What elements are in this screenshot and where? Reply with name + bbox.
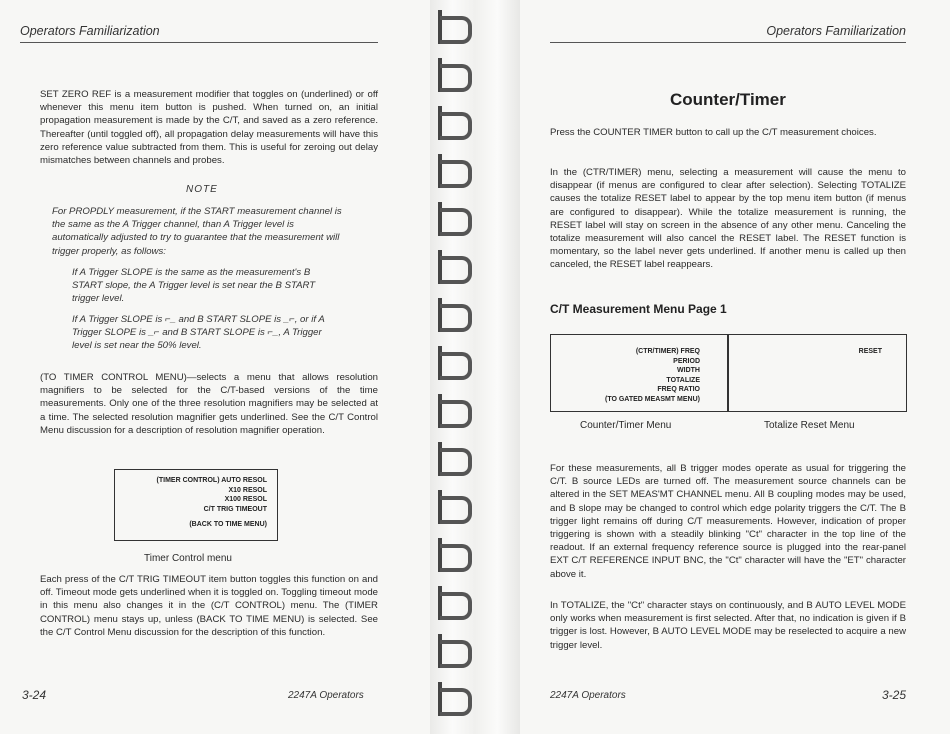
- set-zero-ref-paragraph: SET ZERO REF is a measurement modifier that toggles on (underlined) or off whenever this menu item button is pushed. When turned on, an initial propagation measurement is made by the C/T, and saved as a zero reference. Thereafter (until toggled off), all propagation delay measurements will have this zero reference value subtracted from them. This is useful for zeroing out delay mismatches between channels and probes.: [40, 89, 378, 167]
- binding-ring: [440, 544, 472, 572]
- binding-ring: [440, 448, 472, 476]
- right-page-number: 3-25: [882, 688, 907, 702]
- binding-ring: [440, 352, 472, 380]
- binding-ring: [440, 160, 472, 188]
- timer-control-menu-box: [114, 469, 278, 541]
- note-paragraph: For PROPDLY measurement, if the START measurement channel is the same as the A Trigger channel, than A Trigger level is automatically adjusted to try to guarantee that the measurement will trigger properly, as follows:: [52, 206, 342, 257]
- menu-item-freq-ratio: FREQ RATIO: [657, 386, 700, 393]
- timer-control-paragraph: (TO TIMER CONTROL MENU)—selects a menu that allows resolution magnifiers to be selected for the C/T-based versions of the time measurements. Only one of the three resolution magnifiers may be selected at a time. The selected resolution magnifier gets underlined. See the C/T Control Menu discussion for a description of resolution magnifier operation.: [40, 372, 378, 436]
- binding-ring: [440, 112, 472, 140]
- totalize-reset-menu-box: [727, 334, 907, 412]
- menu-item-x100-resol: X100 RESOL: [224, 496, 267, 503]
- menu-item-gated-measmt: (TO GATED MEASMT MENU): [604, 395, 700, 403]
- binding-ring: [440, 640, 472, 668]
- binding-ring: [440, 304, 472, 332]
- menu-item-auto-resol: (TIMER CONTROL) AUTO RESOL: [156, 477, 267, 484]
- note-title: NOTE: [186, 184, 218, 195]
- binding-ring: [440, 64, 472, 92]
- left-footer: 2247A Operators: [288, 690, 364, 701]
- note-item-2: If A Trigger SLOPE is ⌐_ and B START SLOPE is _⌐, or if A Trigger SLOPE is _⌐ and B START SLOPE is ⌐_, A Trigger level is set near the 50% level.: [72, 314, 325, 352]
- binding-ring: [440, 208, 472, 236]
- totalize-reset-menu-caption: Totalize Reset Menu: [764, 420, 855, 431]
- ct-measurement-menu-subtitle: C/T Measurement Menu Page 1: [550, 302, 727, 316]
- trigger-modes-paragraph: For these measurements, all B trigger modes operate as usual for triggering the C/T. B source LEDs are turned off. The measurement source channels can be altered in the SET MEAS'MT CHANNEL menu. All B coupling modes may be used, and B slope may be changed to control which edge polarity triggers the C/T. The B trigger light remains off during C/T measurements. However, indication of proper triggering is shown with a steadily blinking "Ct" character in the top line of the readout. If an external frequency reference source is plugged into the rear-panel EXT C/T REFERENCE INPUT BNC, the "Ct" character will have the "ET" character above it.: [550, 463, 906, 580]
- menu-item-freq: (CTR/TIMER) FREQ: [635, 348, 700, 355]
- ctr-timer-menu-paragraph: In the (CTR/TIMER) menu, selecting a measurement will cause the menu to disappear (if menus are configured to clear after selection). Selecting TOTALIZE causes the totalize RESET label to appear by the top menu item button (if menus are configured to disappear). While the totalize measurement is running, the RESET label will stay on screen in the absence of any other menu. Canceling the totalize measurement will also cancel the RESET label. The RESET function is momentary, so the label never gets underlined. If another menu is called up then canceled, the RESET label reappears.: [550, 167, 906, 271]
- right-header: Operators Familiarization: [766, 24, 906, 38]
- menu-item-width: WIDTH: [677, 367, 700, 374]
- counter-timer-title: Counter/Timer: [670, 90, 786, 109]
- left-page: [0, 0, 430, 734]
- menu-item-x10-resol: X10 RESOL: [228, 486, 267, 494]
- right-page: [520, 0, 950, 734]
- note-item-1: If A Trigger SLOPE is the same as the measurement's B START slope, the A Trigger level is set near the B START trigger level.: [72, 267, 316, 305]
- totalize-paragraph: In TOTALIZE, the "Ct" character stays on continuously, and B AUTO LEVEL MODE only works when measurement is first selected. After that, no indication is given if B trigger is lost. However, B AUTO LEVEL MODE may be reselected to acquire a new trigger level.: [550, 600, 906, 651]
- counter-timer-menu-caption: Counter/Timer Menu: [580, 420, 672, 431]
- binding-ring: [440, 400, 472, 428]
- right-footer: 2247A Operators: [550, 690, 626, 701]
- menu-item-reset: RESET: [858, 348, 882, 355]
- left-header-rule: [20, 42, 378, 43]
- binding-ring: [440, 496, 472, 524]
- timer-control-menu-caption: Timer Control menu: [144, 553, 232, 564]
- trig-timeout-paragraph: Each press of the C/T TRIG TIMEOUT item button toggles this function on and off. Timeout mode gets underlined when it is toggled on. Toggling timeout mode in this menu also changes it in the (C/T CONTROL) menu. The (TIMER CONTROL) menu stays up, unless (BACK TO TIME MENU) is selected. See the C/T Control Menu discussion for the description of this function.: [40, 574, 378, 638]
- intro-paragraph: Press the COUNTER TIMER button to call up the C/T measurement choices.: [550, 127, 877, 138]
- right-header-rule: [550, 42, 906, 43]
- binding-ring: [440, 16, 472, 44]
- left-header: Operators Familiarization: [20, 24, 160, 38]
- binding-ring: [440, 592, 472, 620]
- menu-item-totalize: TOTALIZE: [666, 376, 700, 384]
- left-page-number: 3-24: [22, 688, 47, 702]
- menu-item-period: PERIOD: [673, 357, 700, 365]
- counter-timer-menu-box: [550, 334, 729, 412]
- binding-ring: [440, 256, 472, 284]
- binding-ring: [440, 688, 472, 716]
- menu-item-back-to-time-menu: (BACK TO TIME MENU): [189, 521, 267, 528]
- menu-item-ct-trig-timeout: C/T TRIG TIMEOUT: [203, 505, 267, 513]
